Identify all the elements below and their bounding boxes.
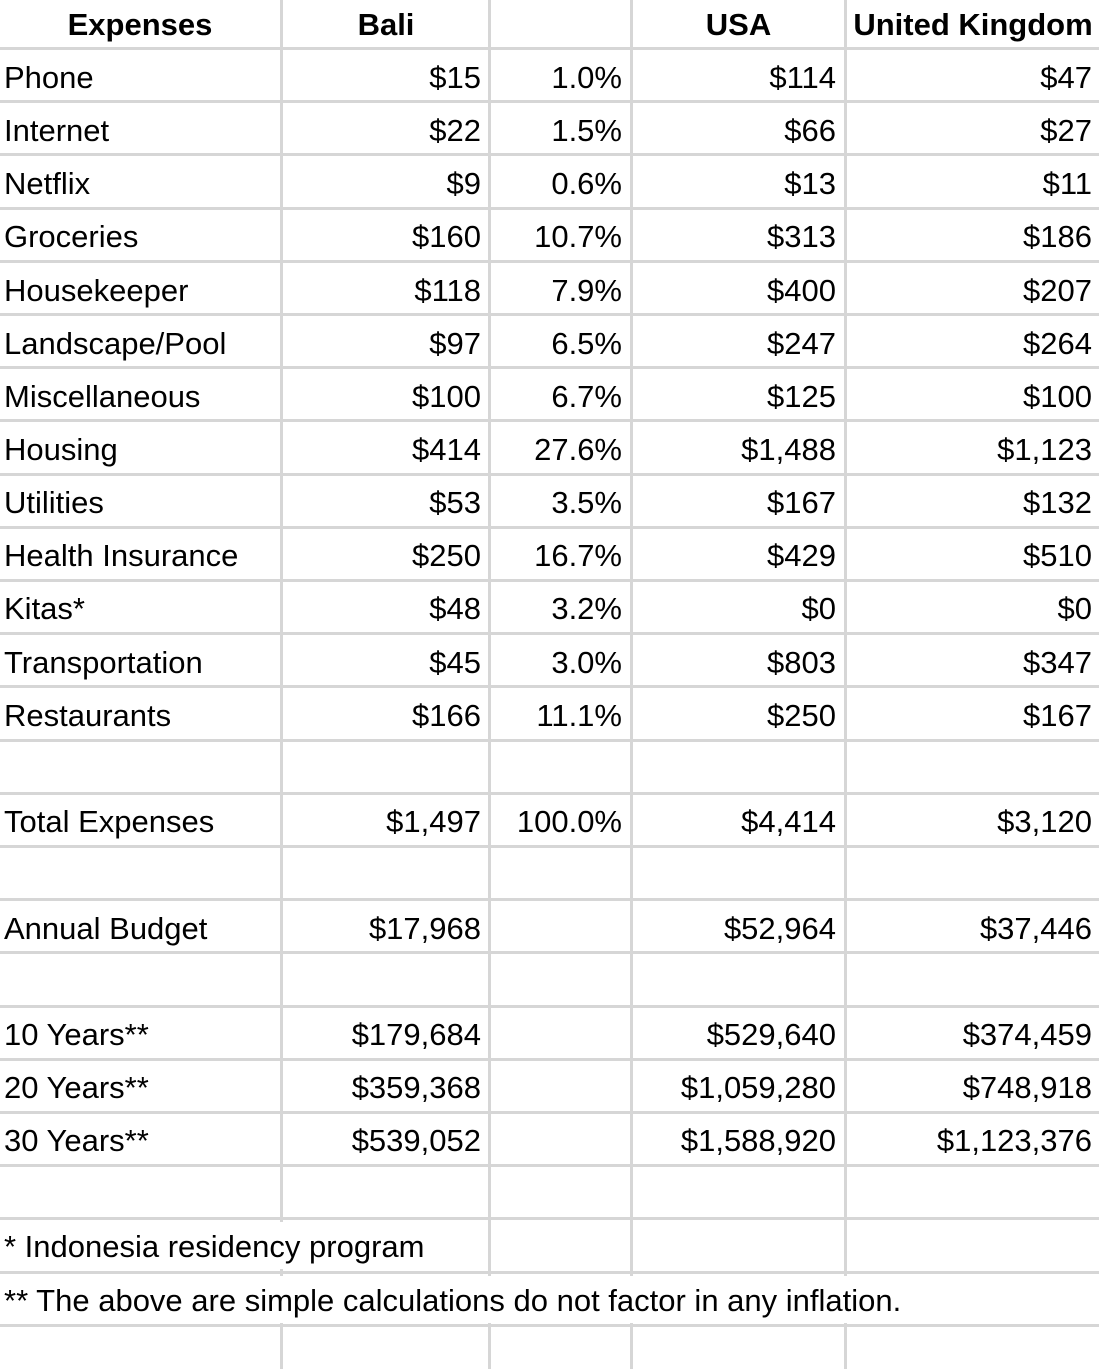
- projection-usa[interactable]: $1,588,920: [680, 1123, 836, 1158]
- uk-cell[interactable]: $132: [1023, 485, 1092, 520]
- projection-bali[interactable]: $359,368: [351, 1070, 481, 1105]
- row-label[interactable]: Internet: [4, 113, 110, 148]
- projection-bali[interactable]: $539,052: [351, 1123, 481, 1158]
- annual-label[interactable]: Annual Budget: [4, 911, 208, 946]
- projection-uk[interactable]: $374,459: [962, 1017, 1092, 1052]
- uk-cell[interactable]: $0: [1057, 591, 1092, 626]
- row-label[interactable]: Transportation: [4, 645, 203, 680]
- usa-cell[interactable]: $0: [801, 591, 836, 626]
- annual-bali[interactable]: $17,968: [368, 911, 481, 946]
- bali-cell[interactable]: $53: [429, 485, 481, 520]
- bali-cell[interactable]: $15: [429, 60, 481, 95]
- row-label[interactable]: Phone: [4, 60, 94, 95]
- row-label[interactable]: Kitas*: [4, 591, 85, 626]
- row-divider: [0, 792, 1099, 795]
- projection-uk[interactable]: $748,918: [962, 1070, 1092, 1105]
- bali-cell[interactable]: $160: [412, 219, 481, 254]
- row-label[interactable]: Restaurants: [4, 698, 172, 733]
- usa-cell[interactable]: $247: [767, 326, 836, 361]
- total-bali[interactable]: $1,497: [386, 804, 481, 839]
- usa-cell[interactable]: $66: [784, 113, 836, 148]
- row-label[interactable]: Groceries: [4, 219, 139, 254]
- annual-percent[interactable]: [491, 904, 622, 954]
- bali-cell[interactable]: $22: [429, 113, 481, 148]
- bali-cell[interactable]: $414: [412, 432, 481, 467]
- usa-cell[interactable]: $13: [784, 166, 836, 201]
- header-expenses[interactable]: Expenses: [67, 7, 213, 42]
- usa-cell[interactable]: $125: [767, 379, 836, 414]
- annual-uk[interactable]: $37,446: [979, 911, 1092, 946]
- projection-usa[interactable]: $1,059,280: [680, 1070, 836, 1105]
- total-label[interactable]: Total Expenses: [4, 804, 215, 839]
- header-bali[interactable]: Bali: [357, 7, 415, 42]
- percent-cell[interactable]: 3.5%: [551, 485, 622, 520]
- uk-cell[interactable]: $347: [1023, 645, 1092, 680]
- usa-cell[interactable]: $803: [767, 645, 836, 680]
- total-uk[interactable]: $3,120: [997, 804, 1092, 839]
- footnote-kitas[interactable]: * Indonesia residency program: [0, 1222, 430, 1269]
- row-label[interactable]: Utilities: [4, 485, 104, 520]
- bali-cell[interactable]: $250: [412, 538, 481, 573]
- percent-cell[interactable]: 1.0%: [551, 60, 622, 95]
- row-divider: [0, 1217, 1099, 1220]
- header-percent[interactable]: [491, 0, 622, 50]
- uk-cell[interactable]: $510: [1023, 538, 1092, 573]
- percent-cell[interactable]: 3.0%: [551, 645, 622, 680]
- projection-label[interactable]: 10 Years**: [4, 1017, 149, 1052]
- percent-cell[interactable]: 6.7%: [551, 379, 622, 414]
- usa-cell[interactable]: $1,488: [741, 432, 836, 467]
- row-label[interactable]: Landscape/Pool: [4, 326, 227, 361]
- projection-bali[interactable]: $179,684: [351, 1017, 481, 1052]
- bali-cell[interactable]: $166: [412, 698, 481, 733]
- row-divider: [0, 1324, 1099, 1327]
- row-label[interactable]: Housekeeper: [4, 273, 189, 308]
- uk-cell[interactable]: $186: [1023, 219, 1092, 254]
- uk-cell[interactable]: $47: [1040, 60, 1092, 95]
- usa-cell[interactable]: $429: [767, 538, 836, 573]
- bali-cell[interactable]: $48: [429, 591, 481, 626]
- percent-cell[interactable]: 27.6%: [534, 432, 622, 467]
- row-divider: [0, 1005, 1099, 1008]
- row-label[interactable]: Netflix: [4, 166, 91, 201]
- footnote-inflation[interactable]: ** The above are simple calculations do not factor in any inflation.: [0, 1276, 907, 1323]
- uk-cell[interactable]: $27: [1040, 113, 1092, 148]
- uk-cell[interactable]: $264: [1023, 326, 1092, 361]
- percent-cell[interactable]: 0.6%: [551, 166, 622, 201]
- header-usa[interactable]: USA: [705, 7, 772, 42]
- uk-cell[interactable]: $167: [1023, 698, 1092, 733]
- uk-cell[interactable]: $1,123: [997, 432, 1092, 467]
- bali-cell[interactable]: $100: [412, 379, 481, 414]
- total-usa[interactable]: $4,414: [741, 804, 836, 839]
- usa-cell[interactable]: $114: [769, 60, 836, 95]
- percent-cell[interactable]: 10.7%: [534, 219, 622, 254]
- total-percent[interactable]: 100.0%: [516, 804, 622, 839]
- uk-cell[interactable]: $207: [1023, 273, 1092, 308]
- bali-cell[interactable]: $9: [446, 166, 481, 201]
- annual-usa[interactable]: $52,964: [723, 911, 836, 946]
- percent-cell[interactable]: 16.7%: [534, 538, 622, 573]
- row-label[interactable]: Miscellaneous: [4, 379, 201, 414]
- projection-label[interactable]: 30 Years**: [4, 1123, 149, 1158]
- row-label[interactable]: Health Insurance: [4, 538, 239, 573]
- percent-cell[interactable]: 3.2%: [551, 591, 622, 626]
- projection-uk[interactable]: $1,123,376: [936, 1123, 1092, 1158]
- usa-cell[interactable]: $400: [767, 273, 836, 308]
- row-label[interactable]: Housing: [4, 432, 118, 467]
- header-uk[interactable]: United Kingdom: [853, 7, 1093, 42]
- projection-usa[interactable]: $529,640: [706, 1017, 836, 1052]
- projection-label[interactable]: 20 Years**: [4, 1070, 149, 1105]
- row-divider: [0, 1271, 1099, 1274]
- percent-cell[interactable]: 1.5%: [551, 113, 622, 148]
- bali-cell[interactable]: $45: [429, 645, 481, 680]
- usa-cell[interactable]: $313: [767, 219, 836, 254]
- bali-cell[interactable]: $97: [429, 326, 481, 361]
- usa-cell[interactable]: $167: [767, 485, 836, 520]
- percent-cell[interactable]: 7.9%: [551, 273, 622, 308]
- row-divider: [0, 898, 1099, 901]
- percent-cell[interactable]: 11.1%: [536, 698, 622, 733]
- uk-cell[interactable]: $100: [1023, 379, 1092, 414]
- uk-cell[interactable]: $11: [1042, 166, 1092, 201]
- bali-cell[interactable]: $118: [414, 273, 481, 308]
- usa-cell[interactable]: $250: [767, 698, 836, 733]
- percent-cell[interactable]: 6.5%: [551, 326, 622, 361]
